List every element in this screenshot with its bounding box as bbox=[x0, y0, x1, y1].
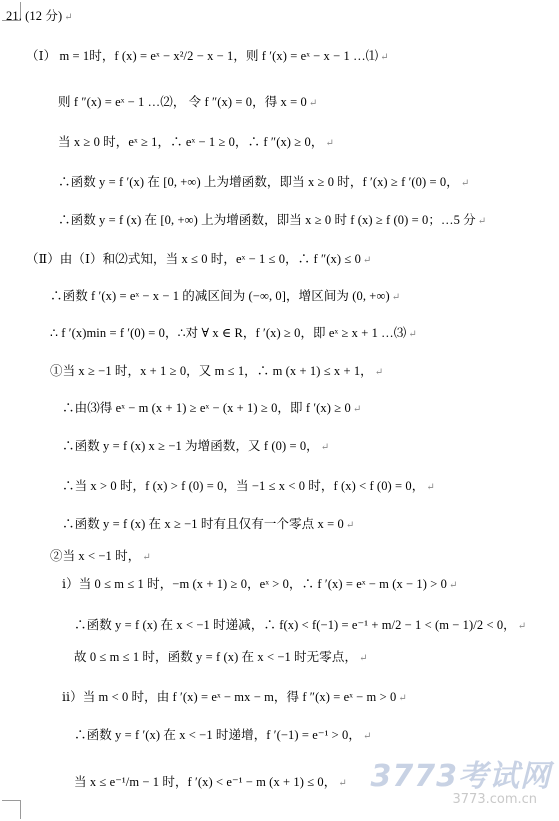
line-text: ⅰ）当 0 ≤ m ≤ 1 时，−m (x + 1) ≥ 0，eˣ > 0，∴ f ′(x) = eˣ − m (x − 1) > 0 bbox=[62, 577, 447, 591]
line-text: ∴函数 f ′(x) = eˣ − x − 1 的减区间为 (−∞, 0]，增区间为 (0, +∞) bbox=[50, 289, 390, 303]
return-mark: ↵ bbox=[345, 520, 355, 531]
line-text: 当 x ≤ e⁻¹/m − 1 时，f ′(x) < e⁻¹ − m (x + 1) ≤ 0， bbox=[74, 775, 337, 789]
return-mark: ↵ bbox=[359, 653, 368, 664]
solution-line bbox=[58, 173, 469, 193]
solution-line bbox=[74, 648, 368, 668]
return-mark: ↵ bbox=[517, 621, 527, 632]
return-mark: ↵ bbox=[352, 404, 362, 415]
solution-line bbox=[26, 47, 389, 67]
solution-line bbox=[58, 211, 486, 231]
return-mark: ↵ bbox=[308, 98, 318, 109]
watermark-url: 3773.com.cn bbox=[452, 792, 537, 807]
return-mark: ↵ bbox=[374, 367, 384, 378]
solution-line bbox=[26, 250, 371, 270]
return-mark: ↵ bbox=[325, 138, 334, 149]
line-text: ②当 x < −1 时， bbox=[50, 549, 141, 563]
return-mark: ↵ bbox=[449, 580, 458, 591]
solution-line bbox=[62, 477, 435, 497]
solution-line bbox=[62, 688, 407, 708]
line-text: 故 0 ≤ m ≤ 1 时，函数 y = f (x) 在 x < −1 时无零点， bbox=[74, 650, 358, 664]
line-text: ∴由⑶得 eˣ − m (x + 1) ≥ eˣ − (x + 1) ≥ 0，即 f ′(x) ≥ 0 bbox=[62, 401, 351, 415]
return-mark: ↵ bbox=[142, 552, 151, 563]
return-mark: ↵ bbox=[477, 216, 487, 227]
solution-line bbox=[62, 575, 457, 595]
page-corner-mark-bottom-left bbox=[2, 800, 21, 819]
line-text: ∴函数 y = f (x) 在 [0, +∞) 上为增函数，即当 x ≥ 0 时 f (x) ≥ f (0) = 0；…5 分 bbox=[58, 213, 476, 227]
line-text: ∴函数 y = f (x) x ≥ −1 为增函数，又 f (0) = 0， bbox=[62, 439, 319, 453]
line-text: ∴函数 y = f ′(x) 在 [0, +∞) 上为增函数，即当 x ≥ 0 时，f ′(x) ≥ f ′(0) = 0， bbox=[58, 175, 459, 189]
line-text: ∴当 x > 0 时，f (x) > f (0) = 0，当 −1 ≤ x < 0 时，f (x) < f (0) = 0， bbox=[62, 479, 425, 493]
return-mark: ↵ bbox=[338, 778, 347, 789]
line-text: （Ⅰ） m = 1时，f (x) = eˣ − x²/2 − x − 1，则 f ′(x) = eˣ − x − 1 …⑴ bbox=[26, 49, 379, 63]
return-mark: ↵ bbox=[380, 52, 389, 63]
return-mark: ↵ bbox=[408, 329, 417, 340]
line-text: 则 f ″(x) = eˣ − 1 …⑵， 令 f ″(x) = 0，得 x = 0 bbox=[58, 95, 307, 109]
watermark-logo: 3773考试网 bbox=[370, 759, 551, 794]
return-mark: ↵ bbox=[398, 693, 407, 704]
line-text: ∴函数 y = f ′(x) 在 x < −1 时递增，f ′(−1) = e⁻¹ > 0， bbox=[74, 728, 361, 742]
return-mark: ↵ bbox=[320, 442, 330, 453]
solution-line bbox=[50, 287, 400, 307]
return-mark: ↵ bbox=[64, 12, 73, 23]
solution-line bbox=[58, 133, 334, 153]
line-text: ∴ f ′(x)min = f ′(0) = 0，∴对 ∀ x ∈ R，f ′(x) ≥ 0，即 eˣ ≥ x + 1 …⑶ bbox=[50, 326, 407, 340]
solution-line bbox=[74, 726, 371, 746]
return-mark: ↵ bbox=[391, 292, 401, 303]
solution-line bbox=[58, 93, 317, 113]
line-text: ⅱ）当 m < 0 时，由 f ′(x) = eˣ − mx − m，得 f ″(x) = eˣ − m > 0 bbox=[62, 690, 397, 704]
solution-line bbox=[50, 362, 383, 382]
line-text: ∴函数 y = f (x) 在 x < −1 时递减，∴ f(x) < f(−1) = e⁻¹ + m/2 − 1 < (m − 1)/2 < 0， bbox=[74, 618, 516, 632]
solution-line bbox=[50, 324, 417, 344]
solution-line bbox=[74, 773, 347, 793]
solution-line bbox=[62, 399, 361, 419]
problem-number bbox=[6, 7, 73, 27]
line-text: （Ⅱ）由（Ⅰ）和⑵式知，当 x ≤ 0 时，eˣ − 1 ≤ 0，∴ f ″(x) ≤ 0 bbox=[26, 252, 361, 266]
return-mark: ↵ bbox=[363, 731, 372, 742]
return-mark: ↵ bbox=[362, 255, 372, 266]
line-text: 当 x ≥ 0 时，eˣ ≥ 1，∴ eˣ − 1 ≥ 0，∴ f ″(x) ≥ 0， bbox=[58, 135, 324, 149]
solution-line bbox=[74, 616, 526, 636]
solution-line bbox=[62, 437, 329, 457]
return-mark: ↵ bbox=[426, 482, 435, 493]
solution-line bbox=[50, 547, 151, 567]
return-mark: ↵ bbox=[460, 178, 470, 189]
line-text: ①当 x ≥ −1 时，x + 1 ≥ 0，又 m ≤ 1，∴ m (x + 1) ≤ x + 1， bbox=[50, 364, 373, 378]
site-watermark bbox=[371, 761, 552, 807]
solution-line bbox=[62, 515, 354, 535]
line-text: 21. (12 分) bbox=[6, 9, 63, 23]
line-text: ∴函数 y = f (x) 在 x ≥ −1 时有且仅有一个零点 x = 0 bbox=[62, 517, 344, 531]
